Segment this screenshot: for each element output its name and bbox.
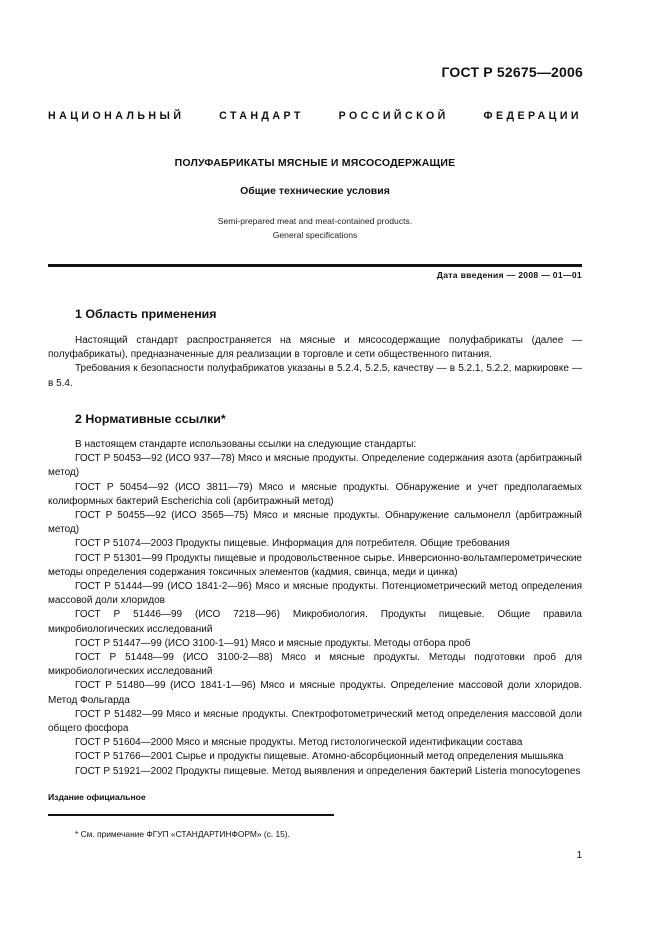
reference-item: ГОСТ Р 51482—99 Мясо и мясные продукты. Спектрофотометрический метод определения массовой доли общего фосфора <box>48 708 582 735</box>
reference-item: ГОСТ Р 51921—2002 Продукты пищевые. Метод выявления и определения бактерий Listeria monocytogenes <box>75 765 581 777</box>
introduction-date: Дата введения — 2008 — 01—01 <box>436 270 582 280</box>
standard-number: ГОСТ Р 52675—2006 <box>441 64 583 80</box>
reference-item: ГОСТ Р 50454—92 (ИСО 3811—79) Мясо и мясные продукты. Обнаружение и учет предполагаемых колиформных бактерий Escherichia coli (арбитражный метод) <box>48 481 582 507</box>
english-title-line-2: General specifications <box>272 230 358 240</box>
official-edition-label: Издание официальное <box>48 792 146 802</box>
reference-item: ГОСТ Р 51446—99 (ИСО 7218—96) Микробиология. Продукты пищевые. Общие правила микробиологических исследований <box>48 609 582 635</box>
section-2-body <box>48 438 582 779</box>
reference-item: ГОСТ Р 51448—99 (ИСО 3100-2—88) Мясо и мясные продукты. Методы подготовки проб для микробиологических исследований <box>48 652 582 678</box>
reference-item: ГОСТ Р 51604—2000 Мясо и мясные продукты. Метод гистологической идентификации состава <box>75 737 523 749</box>
footnote: * См. примечание ФГУП «СТАНДАРТИНФОРМ» (с. 15). <box>75 829 290 839</box>
section-1-heading: 1 Область применения <box>75 307 217 321</box>
document-subtitle: Общие технические условия <box>240 185 390 197</box>
english-title-line-1: Semi-prepared meat and meat-contained products. <box>217 216 413 226</box>
paragraph: Требования к безопасности полуфабрикатов указаны в 5.2.4, 5.2.5, качеству — в 5.2.1, 5.2.2, маркировке — в 5.4. <box>48 363 582 389</box>
national-standard-heading: НАЦИОНАЛЬНЫЙ СТАНДАРТ РОССИЙСКОЙ ФЕДЕРАЦИИ <box>48 110 582 122</box>
paragraph: В настоящем стандарте использованы ссылки на следующие стандарты: <box>75 439 417 450</box>
header-divider <box>48 264 582 267</box>
footnote-divider <box>48 814 334 816</box>
reference-item: ГОСТ Р 50455—92 (ИСО 3565—75) Мясо и мясные продукты. Обнаружение сальмонелл (арбитражный метод) <box>48 510 582 536</box>
reference-item: ГОСТ Р 51766—2001 Сырье и продукты пищевые. Атомно-абсорбционный метод определения мышьяка <box>75 751 564 763</box>
document-title: ПОЛУФАБРИКАТЫ МЯСНЫЕ И МЯСОСОДЕРЖАЩИЕ <box>174 157 456 169</box>
page-number: 1 <box>576 850 582 861</box>
english-title <box>48 214 582 242</box>
reference-item: ГОСТ Р 51444—99 (ИСО 1841-2—96) Мясо и мясные продукты. Потенциометрический метод определения массовой доли хлоридов <box>48 581 582 607</box>
reference-item: ГОСТ Р 51074—2003 Продукты пищевые. Информация для потребителя. Общие требования <box>75 538 510 550</box>
section-2-heading: 2 Нормативные ссылки* <box>75 412 226 426</box>
reference-item: ГОСТ Р 51301—99 Продукты пищевые и продовольственное сырье. Инверсионно-вольтамперометрические методы определения содержания токсичных элементов (кадмия, свинца, меди и цинка) <box>48 552 582 578</box>
reference-item: ГОСТ Р 50453—92 (ИСО 937—78) Мясо и мясные продукты. Определение содержания азота (арбитражный метод) <box>48 453 582 479</box>
reference-item: ГОСТ Р 51447—99 (ИСО 3100-1—91) Мясо и мясные продукты. Методы отбора проб <box>75 637 471 649</box>
reference-item: ГОСТ Р 51480—99 (ИСО 1841-1—96) Мясо и мясные продукты. Определение массовой доли хлоридов. Метод Фольгарда <box>48 680 582 706</box>
paragraph: Настоящий стандарт распространяется на мясные и мясосодержащие полуфабрикаты (далее — полуфабрикаты), предназначенные для реализации в торговле и сети общественного питания. <box>48 335 582 361</box>
section-1-body <box>48 334 582 391</box>
